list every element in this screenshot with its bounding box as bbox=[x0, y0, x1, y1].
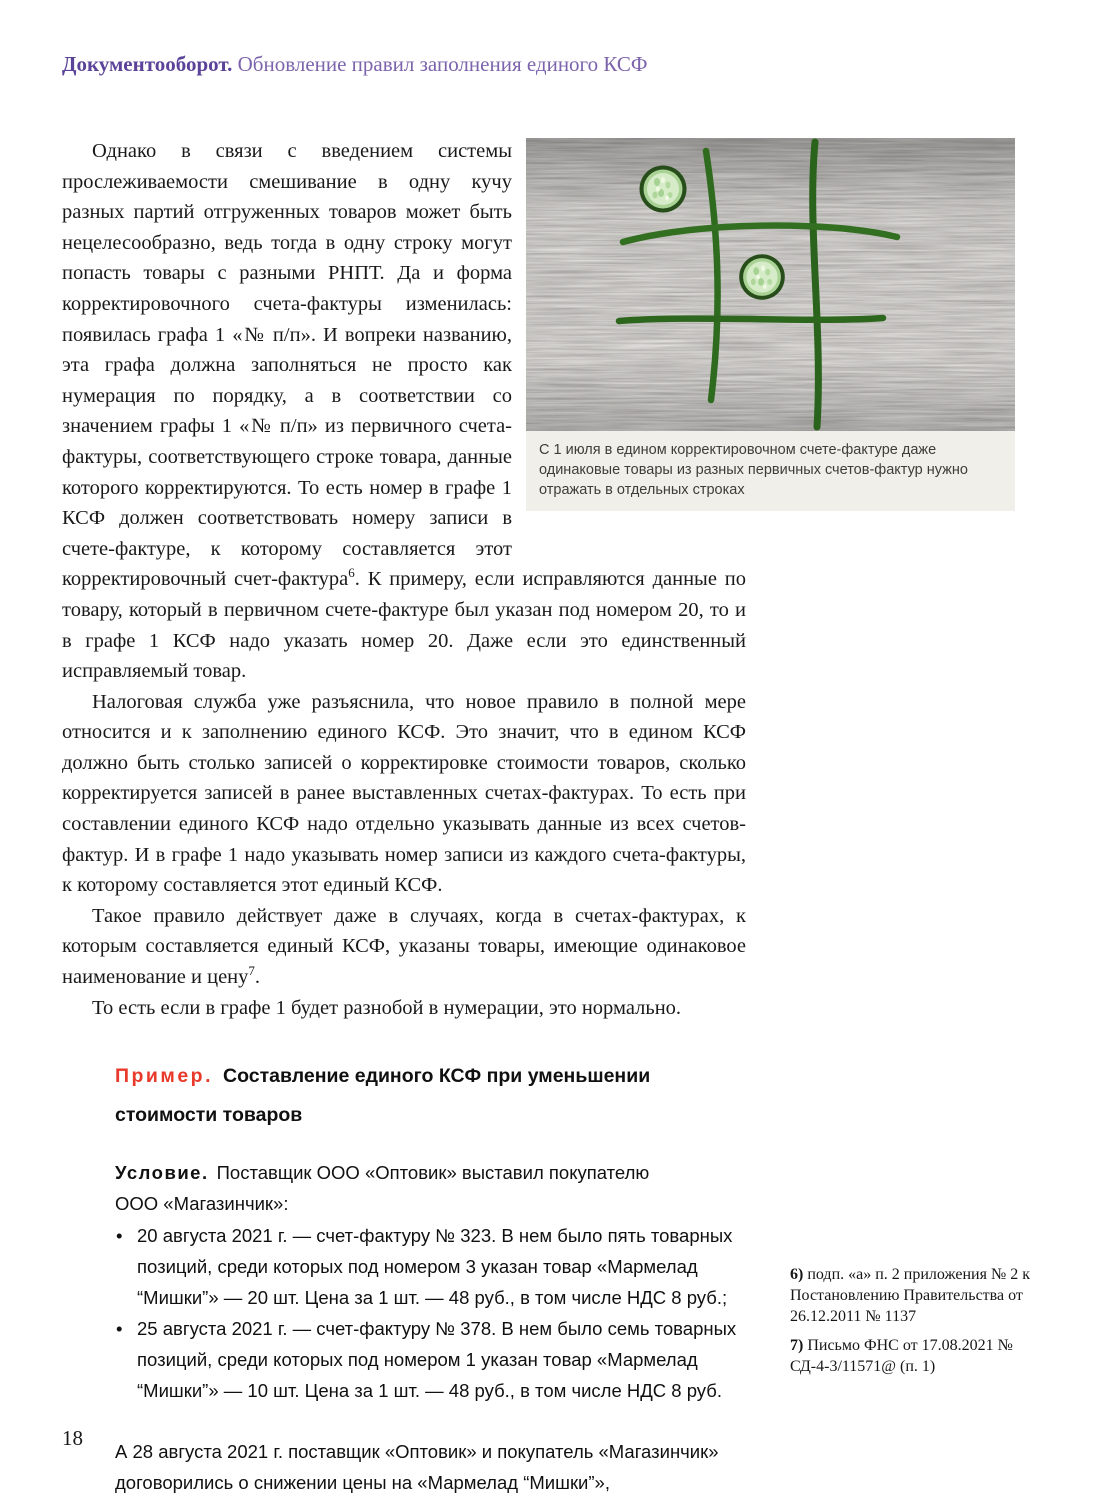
example-closing: А 28 августа 2021 г. поставщик «Оптовик» и покупатель «Магазинчик» договорились о снижении цены на «Мармелад “Мишки”», bbox=[115, 1441, 719, 1494]
page-number: 18 bbox=[62, 1426, 83, 1450]
paragraph-text: Такое правило действует даже в случаях, когда в счетах-фактурах, к которым составляется единый КСФ, указаны товары, имеющие одинаковое наименование и цену bbox=[62, 904, 746, 989]
cucumber-slice bbox=[640, 166, 687, 213]
list-item: • 20 августа 2021 г. — счет-фактуру № 323. В нем было пять товарных позиций, среди которых под номером 3 указан товар «Мармелад “Мишки”» — 20 шт. Цена за 1 шт. — 48 руб., в том числе НДС 8 руб.; bbox=[115, 1220, 747, 1313]
example-label: Пример. bbox=[115, 1065, 214, 1088]
example-block bbox=[115, 1057, 747, 1498]
footnote-text: Письмо ФНС от 17.08.2021 № СД-4-3/11571@ (п. 1) bbox=[790, 1337, 1013, 1375]
page-header bbox=[62, 52, 647, 77]
chive-stem bbox=[619, 318, 883, 321]
footnote-ref-6: 6 bbox=[348, 565, 355, 581]
photo-figure bbox=[526, 138, 1015, 511]
example-title: Составление единого КСФ при уменьшении стоимости товаров bbox=[115, 1065, 651, 1127]
condition-intro: Поставщик ООО «Оптовик» выставил покупателю ООО «Магазинчик»: bbox=[115, 1162, 650, 1215]
footnote-text: подп. «а» п. 2 приложения № 2 к Постановлению Правительства от 26.12.2011 № 1137 bbox=[790, 1266, 1030, 1325]
paragraph-text: . bbox=[254, 966, 261, 989]
list-item: • 25 августа 2021 г. — счет-фактуру № 378. В нем было семь товарных позиций, среди которых под номером 1 указан товар «Мармелад “Мишки”» — 10 шт. Цена за 1 шт. — 48 руб., в том числе НДС 8 руб. bbox=[115, 1313, 747, 1406]
paragraph-text: . К примеру, если исправляются данные по товару, который в первичном счете-фактуре был указан под номером 20, то и в графе 1 КСФ надо указать номер 20. Даже если это единственный исправляемый товар. bbox=[62, 568, 746, 683]
footnote-marker: 7) bbox=[790, 1337, 804, 1354]
body-paragraph bbox=[62, 901, 746, 993]
condition-label: Условие. bbox=[115, 1162, 209, 1184]
footnote bbox=[790, 1264, 1042, 1327]
paragraph-text: Однако в связи с введением системы прослеживаемости смешивание в одну кучу разных партий отгруженных товаров может быть нецелесообразно, ведь тогда в одну строку могут попасть товары с разными РНПТ. Да и форма корректировочного счета-фактуры изменилась: появилась графа 1 «№ п/п». И вопреки названию, эта графа должна заполняться не просто как нумерация по порядку, а в соответствии со значением графы 1 «№ п/п» из первичного счета-фактуры, соответствующего строке товара, данные которого корректируются. То есть номер в графе 1 КСФ должен соответствовать номеру записи в счете-фактуре, к которому составляется этот корректировочный счет-фактура bbox=[62, 140, 512, 591]
margin-footnotes bbox=[790, 1264, 1042, 1385]
article-title: Обновление правил заполнения единого КСФ bbox=[237, 52, 648, 76]
footnote-ref-7: 7 bbox=[248, 963, 255, 979]
footnote bbox=[790, 1335, 1042, 1377]
example-heading bbox=[115, 1057, 700, 1135]
photo-caption: С 1 июля в едином корректировочном счете-фактуре даже одинаковые товары из разных первичных счетов-фактур нужно отражать в отдельных строках bbox=[526, 431, 1015, 511]
footnote-marker: 6) bbox=[790, 1266, 804, 1283]
cucumber-tictactoe-photo bbox=[526, 138, 1015, 431]
section-label: Документооборот. bbox=[62, 52, 233, 76]
cucumber-slice bbox=[739, 254, 785, 300]
body-paragraph: Налоговая служба уже разъяснила, что новое правило в полной мере относится и к заполнению единого КСФ. Это значит, что в едином КСФ должно быть столько записей о корректировке стоимости товаров, сколько корректируется записей в ранее выставленных счетах-фактурах. То есть при составлении единого КСФ надо отдельно указывать данные из всех счетов-фактур. И в графе 1 надо указывать номер записи из каждого счета-фактуры, к которому составляется этот единый КСФ. bbox=[62, 690, 746, 897]
body-paragraph: То есть если в графе 1 будет разнобой в нумерации, это нормально. bbox=[92, 996, 682, 1019]
example-bullet-list bbox=[115, 1220, 747, 1406]
example-condition bbox=[115, 1157, 655, 1219]
